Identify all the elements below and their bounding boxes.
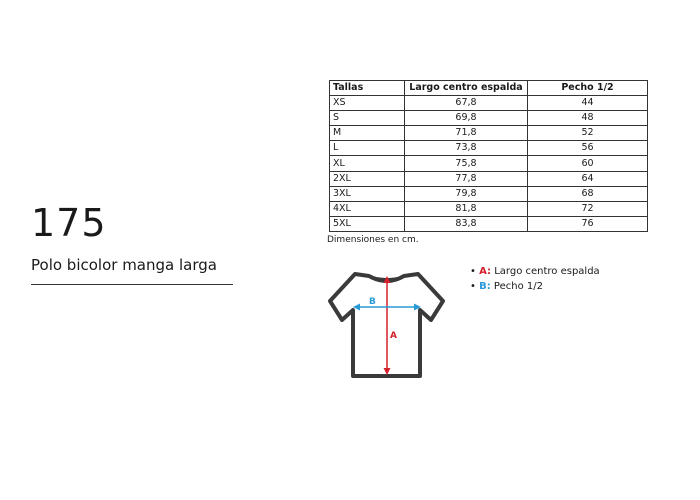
size-table xyxy=(329,80,648,232)
legend-text-b: Pecho 1/2 xyxy=(493,281,543,292)
cell-size: 4XL xyxy=(330,201,405,216)
cell-length: 71,8 xyxy=(405,126,528,141)
table-header-row xyxy=(330,81,648,96)
cell-chest: 76 xyxy=(528,216,648,231)
cell-chest: 64 xyxy=(528,171,648,186)
cell-length: 77,8 xyxy=(405,171,528,186)
table-row xyxy=(330,171,648,186)
header-length: Largo centro espalda xyxy=(405,81,528,96)
cell-length: 73,8 xyxy=(405,141,528,156)
cell-size: 2XL xyxy=(330,171,405,186)
table-row xyxy=(330,156,648,171)
cell-chest: 52 xyxy=(528,126,648,141)
cell-chest: 48 xyxy=(528,111,648,126)
legend-item-b xyxy=(470,279,600,294)
measure-a-label: A xyxy=(390,331,397,341)
cell-chest: 60 xyxy=(528,156,648,171)
cell-size: M xyxy=(330,126,405,141)
legend-bullet: • xyxy=(470,281,476,292)
cell-length: 81,8 xyxy=(405,201,528,216)
tshirt-outline-icon xyxy=(325,266,450,382)
cell-size: 5XL xyxy=(330,216,405,231)
header-size: Tallas xyxy=(330,81,405,96)
cell-size: S xyxy=(330,111,405,126)
cell-size: XL xyxy=(330,156,405,171)
table-row xyxy=(330,186,648,201)
product-code: 175 xyxy=(31,201,107,245)
cell-length: 67,8 xyxy=(405,96,528,111)
table-row xyxy=(330,141,648,156)
cell-chest: 68 xyxy=(528,186,648,201)
title-divider xyxy=(31,284,233,285)
table-row xyxy=(330,201,648,216)
size-table-body xyxy=(330,96,648,232)
cell-chest: 72 xyxy=(528,201,648,216)
cell-length: 69,8 xyxy=(405,111,528,126)
cell-chest: 44 xyxy=(528,96,648,111)
cell-size: XS xyxy=(330,96,405,111)
measure-b-label: B xyxy=(369,297,376,307)
measure-a-arrow-bottom xyxy=(384,368,391,375)
legend-bullet: • xyxy=(470,266,476,277)
legend-item-a xyxy=(470,264,600,279)
table-row xyxy=(330,126,648,141)
table-row xyxy=(330,96,648,111)
cell-size: L xyxy=(330,141,405,156)
cell-length: 83,8 xyxy=(405,216,528,231)
header-chest: Pecho 1/2 xyxy=(528,81,648,96)
cell-size: 3XL xyxy=(330,186,405,201)
legend-key-a: A: xyxy=(479,266,492,277)
cell-chest: 56 xyxy=(528,141,648,156)
units-note: Dimensiones en cm. xyxy=(327,235,419,245)
legend-text-a: Largo centro espalda xyxy=(494,266,600,277)
measurement-legend xyxy=(470,264,600,294)
cell-length: 79,8 xyxy=(405,186,528,201)
table-row xyxy=(330,111,648,126)
table-row xyxy=(330,216,648,231)
legend-key-b: B: xyxy=(479,281,491,292)
cell-length: 75,8 xyxy=(405,156,528,171)
product-name: Polo bicolor manga larga xyxy=(31,256,217,274)
